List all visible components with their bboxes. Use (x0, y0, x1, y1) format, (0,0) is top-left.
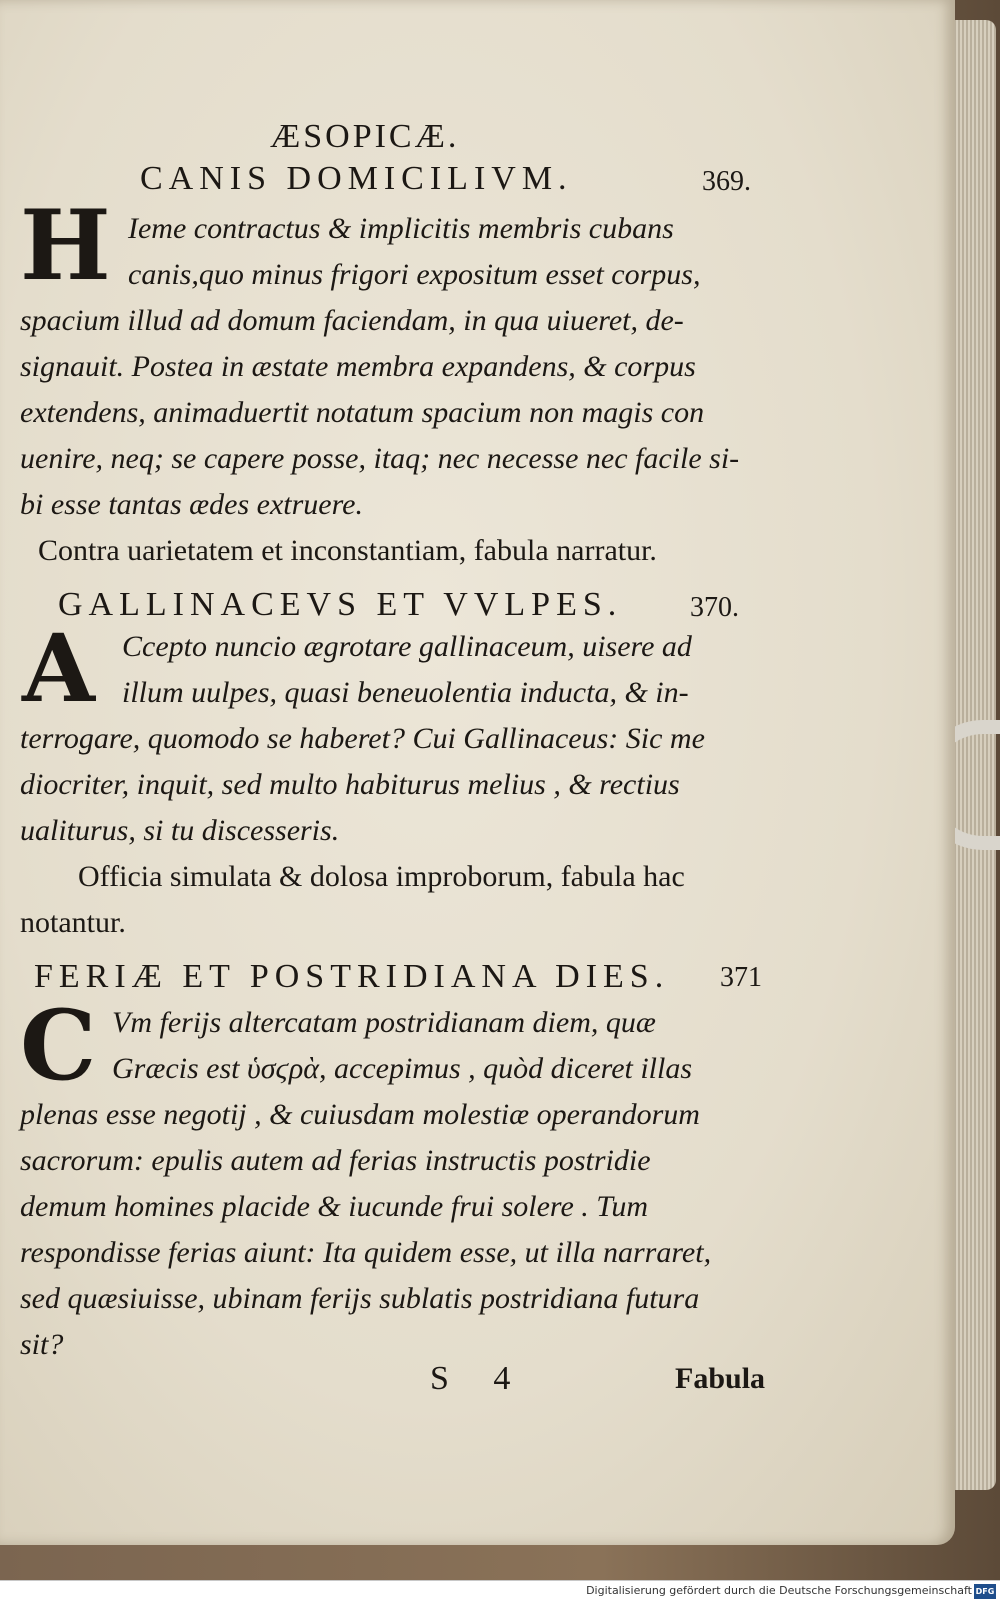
text-line: extendens, animaduertit notatum spacium non magis con (20, 396, 705, 429)
moral-line: notantur. (20, 906, 126, 939)
text-line: Ieme contractus & implicitis membris cubans (128, 212, 674, 245)
text-line: bi esse tantas ædes extruere. (20, 488, 363, 521)
credit-text: Digitalisierung gefördert durch die Deutsche Forschungsgemeinschaft (586, 1584, 972, 1597)
text-line: respondisse ferias aiunt: Ita quidem esse, ut illa narraret, (20, 1236, 712, 1269)
text-line: demum homines placide & iucunde frui solere . Tum (20, 1190, 648, 1223)
text-line: sed quæsiuisse, ubinam ferijs sublatis postridiana futura (20, 1282, 700, 1315)
drop-cap: A (22, 614, 95, 724)
text-line: Ccepto nuncio ægrotare gallinaceum, uisere ad (122, 630, 692, 663)
signature-mark: S 4 (430, 1360, 529, 1397)
fable-title: FERIÆ ET POSTRIDIANA DIES. (34, 958, 670, 995)
fable-title: CANIS DOMICILIVM. (140, 160, 573, 197)
text-line: Vm ferijs altercatam postridianam diem, quæ (112, 1006, 656, 1039)
text-line: illum uulpes, quasi beneuolentia inducta, & in- (122, 676, 689, 709)
text-line: signauit. Postea in æstate membra expandens, & corpus (20, 350, 696, 383)
text-line: terrogare, quomodo se haberet? Cui Gallinaceus: Sic me (20, 722, 705, 755)
dfg-logo-icon: DFG (974, 1584, 996, 1599)
text-line: sacrorum: epulis autem ad ferias instructis postridie (20, 1144, 651, 1177)
text-line: spacium illud ad domum faciendam, in qua uiueret, de- (20, 304, 684, 337)
text-line: ualiturus, si tu discesseris. (20, 814, 340, 847)
text-line: diocriter, inquit, sed multo habiturus melius , & rectius (20, 768, 680, 801)
moral-line: Officia simulata & dolosa improborum, fabula hac (78, 860, 685, 893)
fable-title: GALLINACEVS ET VVLPES. (58, 586, 623, 623)
running-header: ÆSOPICÆ. (270, 118, 460, 155)
catchword: Fabula (675, 1362, 766, 1395)
text-line: sit? (20, 1328, 64, 1361)
fable-number: 369. (702, 166, 751, 197)
text-line: plenas esse negotij , & cuiusdam molestiæ operandorum (20, 1098, 700, 1131)
fable-number: 370. (690, 592, 739, 623)
fable-number: 371 (720, 962, 762, 993)
drop-cap: H (20, 189, 111, 302)
moral-line: Contra uarietatem et inconstantiam, fabula narratur. (38, 534, 657, 567)
drop-cap: C (20, 989, 97, 1102)
credit-bar (0, 1580, 1000, 1603)
text-line: Græcis est ὑσϛρὰ, accepimus , quòd diceret illas (112, 1052, 693, 1085)
text-line: uenire, neq; se capere posse, itaq; nec necesse nec facile si- (20, 442, 740, 475)
text-line: canis,quo minus frigori expositum esset corpus, (128, 258, 701, 291)
